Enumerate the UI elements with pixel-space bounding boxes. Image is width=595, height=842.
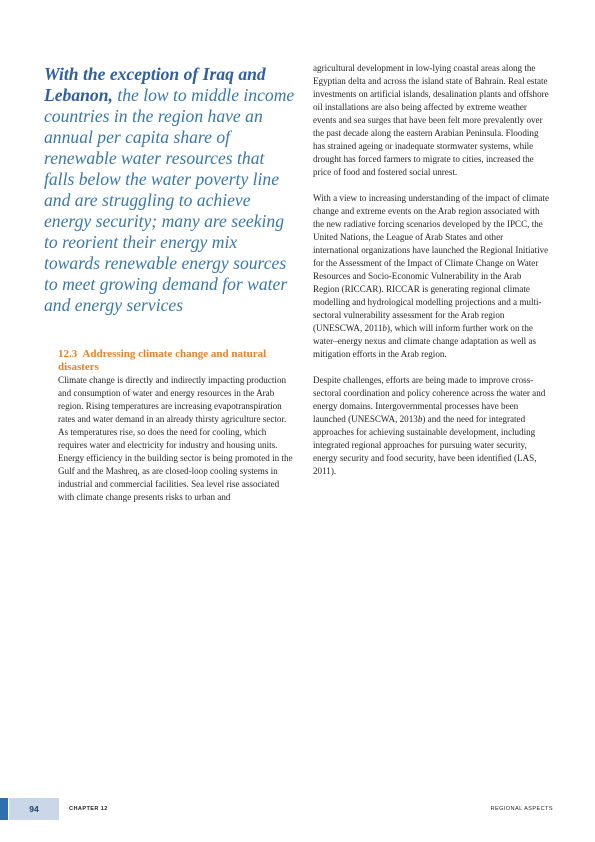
paragraph-1: agricultural development in low-lying coastal areas along the Egyptian delta and across the island state of Bahrain. Real estate investments on artificial islands, desalination plants and offshore oil installations are also being affected by extreme weather events and sea surges that have been felt more prevalently over the past decade along the eastern Arabian Peninsula. Flooding has strained ageing or inadequate stormwater systems, while drought has forced farmers to migrate to cities, increased the price of food and fostered social unrest. <box>313 63 549 177</box>
paragraph-2-text: With a view to increasing understanding of the impact of climate change and extreme events on the Arab region associated with the new radiative forcing scenarios developed by the IPCC, the United Nations, the League of Arab States and other international organizations have launched the Regional Initiative for the Assessment of the Impact of Climate Change on Water Resources and Socio-Economic Vulnerability in the Arab Region (RICCAR). RICCAR is generating regional climate modelling and hydrological modelling projections and a multi-sectoral vulnerability assessment for the Arab region (UNESCWA, 2011 <box>313 193 549 333</box>
pull-quote <box>44 62 296 316</box>
paragraph-3-text-end: ) and the need for integrated approaches for achieving sustainable development, including integrated regional approaches for pursuing water security, energy security and food security, have been identified (LAS, 2011). <box>313 414 537 476</box>
citation-suffix: b <box>417 414 423 424</box>
citation-suffix: b <box>382 323 387 333</box>
left-column <box>44 62 296 504</box>
section-heading <box>44 348 296 373</box>
paragraph-2 <box>313 192 549 361</box>
footer-accent-bar <box>0 798 8 820</box>
page-number: 94 <box>9 798 59 820</box>
section-title: Addressing climate change and natural disasters <box>58 348 267 373</box>
section-label: REGIONAL ASPECTS <box>490 806 553 812</box>
pull-quote-lead: With the exception of Iraq and Lebanon, <box>44 64 266 105</box>
paragraph-2-text-end: ), which will inform further work on the water–energy nexus and climate change adaptation as well as mitigation efforts in the Arab region. <box>313 323 537 359</box>
paragraph-3-text: Despite challenges, efforts are being made to improve cross-sectoral coordination and policy coherence across the water and energy domains. Intergovernmental processes have been launched (UNESCWA, 2013 <box>313 375 546 424</box>
pull-quote-text: the low to middle income countries in the region have an annual per capita share of renewable water resources that falls below the water poverty line and are struggling to achieve energy security; many are seeking to reorient their energy mix towards renewable energy sources to meet growing demand for water and energy services <box>44 85 295 315</box>
right-column <box>313 62 549 478</box>
paragraph-3 <box>313 374 549 478</box>
chapter-label: CHAPTER 12 <box>69 806 108 812</box>
section-number: 12.3 <box>58 348 78 360</box>
section-paragraph: Climate change is directly and indirectly impacting production and consumption of water and energy resources in the Arab region. Rising temperatures are increasing evapotranspiration rates and water demand in an already thirsty agriculture sector. As temperatures rise, so does the need for cooling, which requires water and electricity for industry and housing units. Energy efficiency in the building sector is being promoted in the Gulf and the Mashreq, as are closed-loop cooling systems in industrial and commercial facilities. Sea level rise associated with climate change presents risks to urban and <box>58 375 293 502</box>
page-footer <box>0 798 595 820</box>
